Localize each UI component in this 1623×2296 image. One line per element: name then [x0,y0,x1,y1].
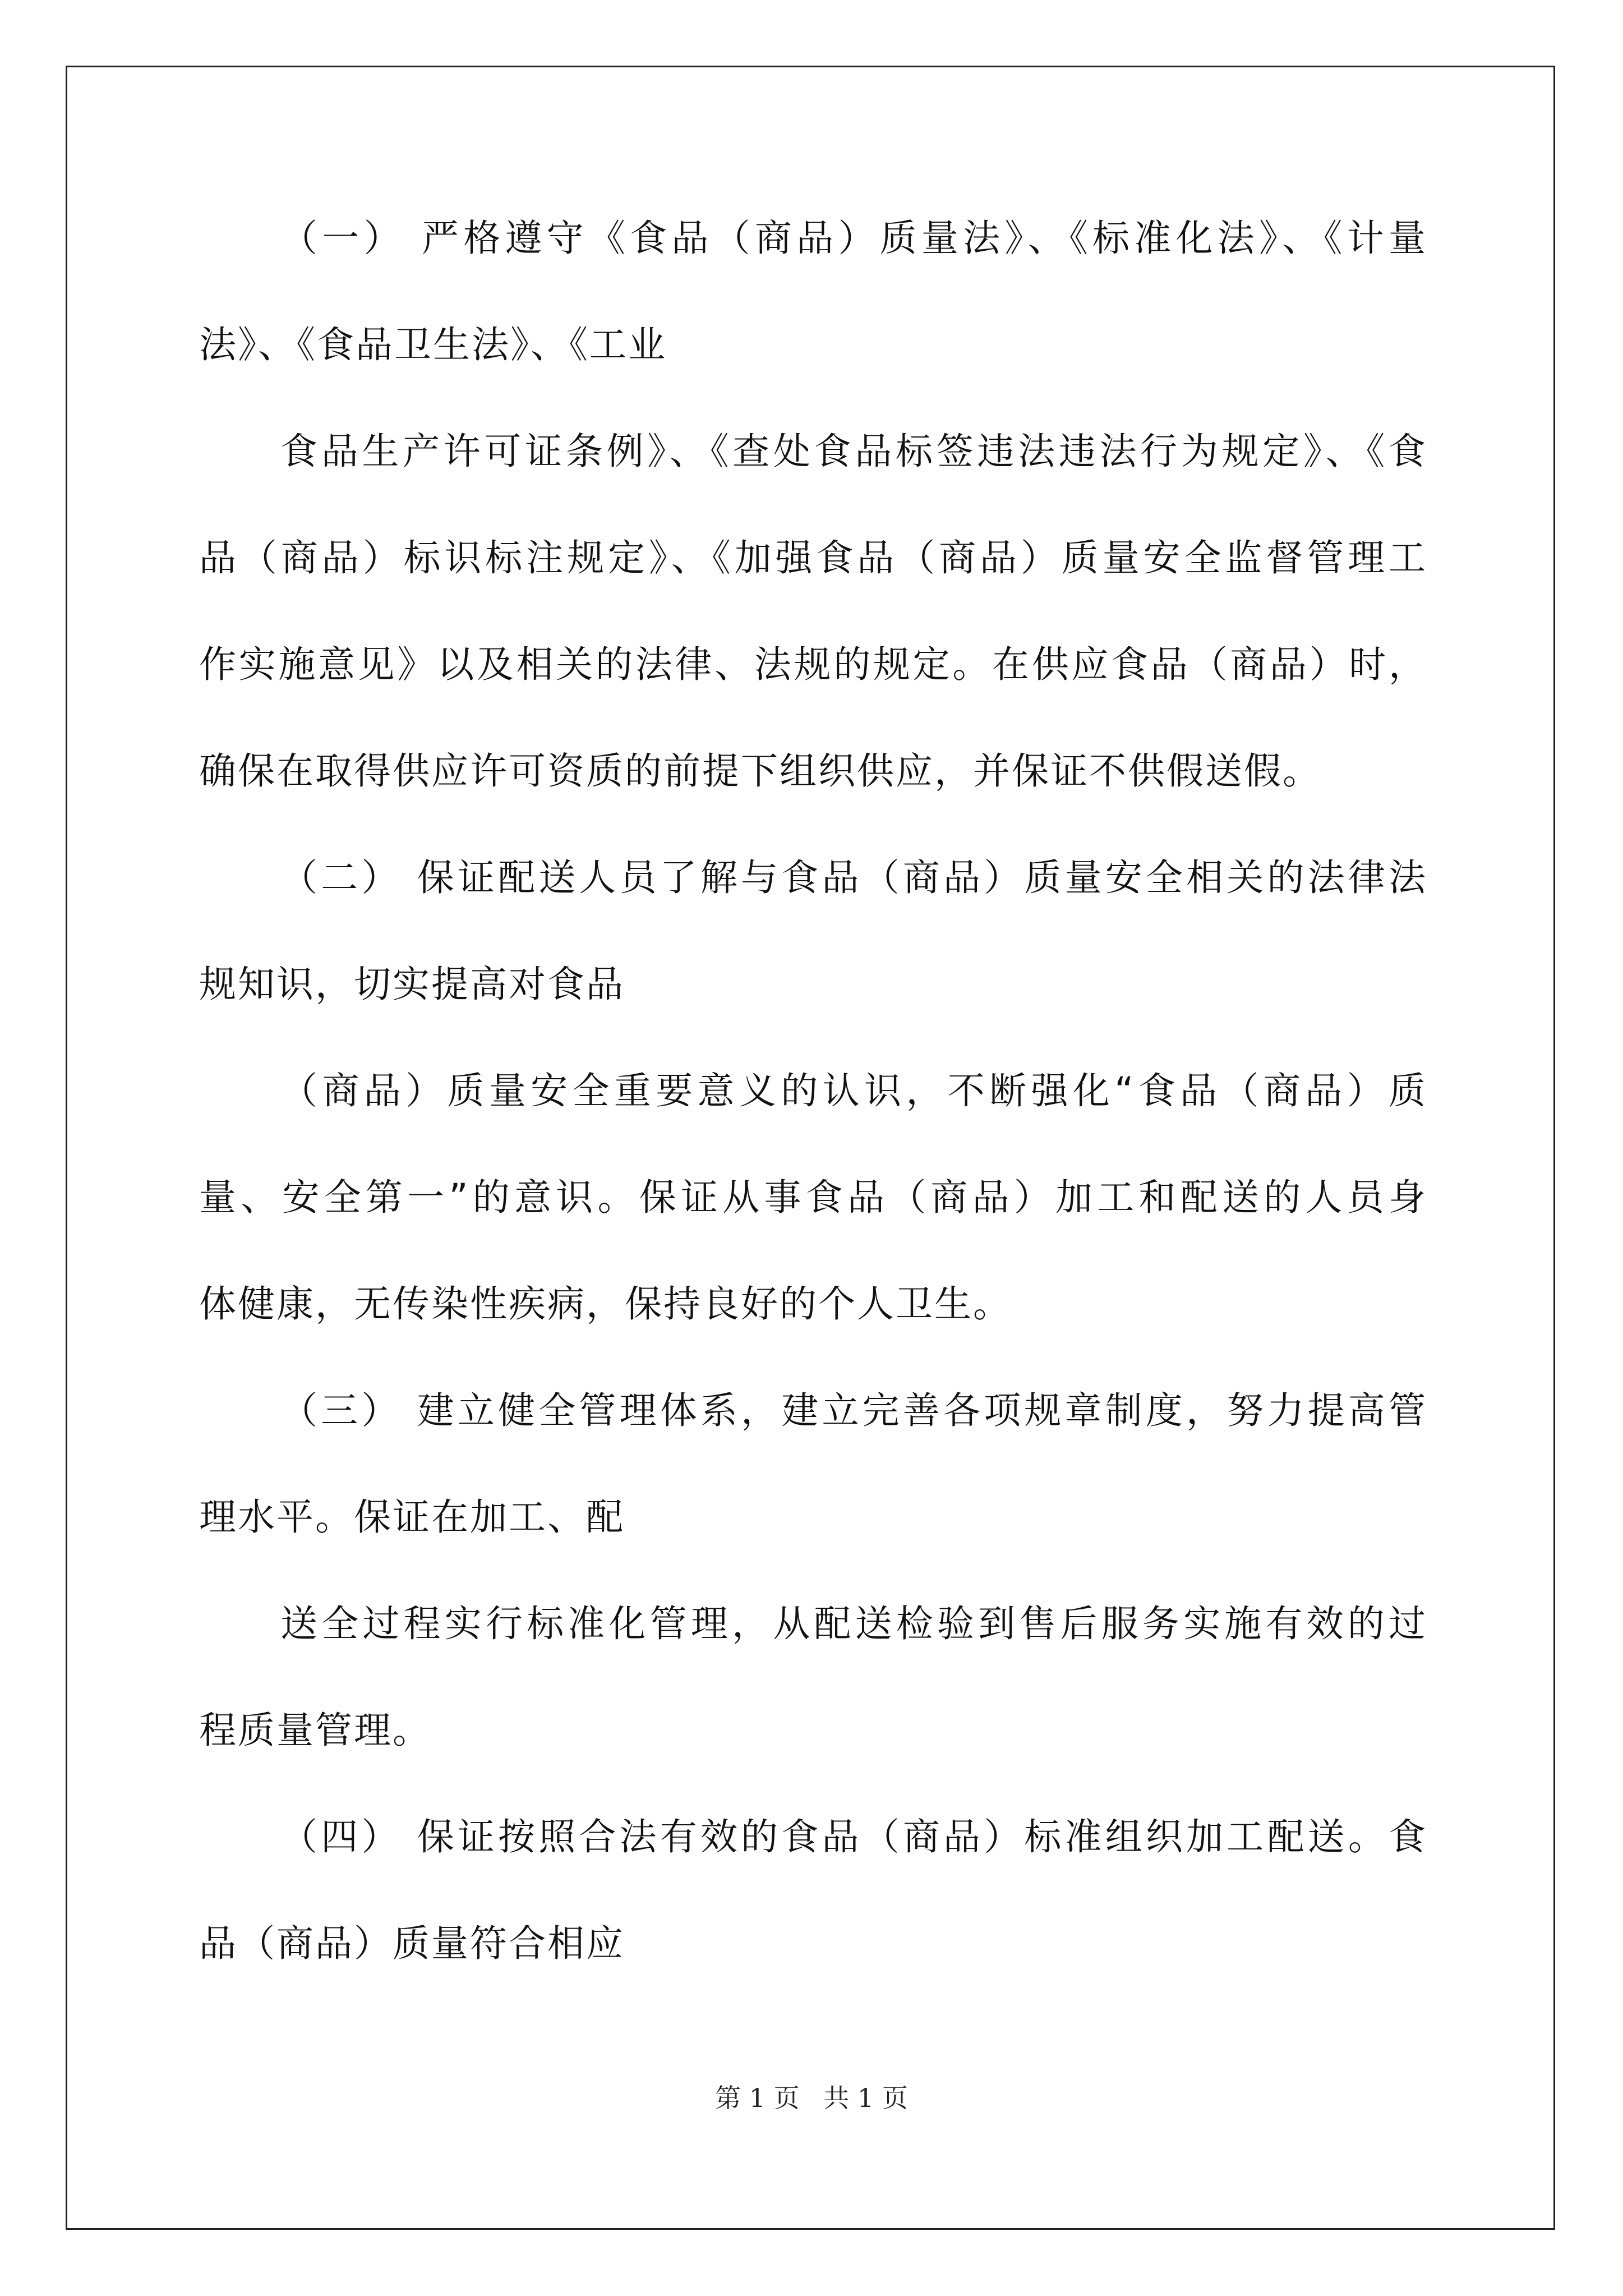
text-line: 送全过程实行标准化管理，从配送检验到售后服务实施有效的过 [280,1602,1427,1645]
text-line: 量、安全第一”的意识。保证从事食品（商品）加工和配送的人员身 [199,1176,1427,1219]
text-line: 理水平。保证在加工、配 [199,1496,625,1539]
page-footer [0,2081,1623,2115]
text-line: 程质量管理。 [199,1709,431,1752]
text-line: （三） 建立健全管理体系，建立完善各项规章制度，努力提高管 [280,1389,1427,1432]
page-border [66,66,1555,2230]
text-line: 品（商品）质量符合相应 [199,1922,625,1965]
text-line: （一） 严格遵守《食品（商品）质量法》、《标准化法》、《计量 [280,217,1427,260]
text-line: 品（商品）标识标注规定》、《加强食品（商品）质量安全监督管理工 [199,536,1427,579]
text-line: （商品）质量安全重要意义的认识，不断强化“食品（商品）质 [280,1069,1427,1112]
text-line: 确保在取得供应许可资质的前提下组织供应，并保证不供假送假。 [199,749,1321,793]
text-line: （二） 保证配送人员了解与食品（商品）质量安全相关的法律法 [280,856,1427,899]
text-line: 食品生产许可证条例》、《查处食品标签违法违法行为规定》、《食 [280,430,1427,473]
text-line: （四） 保证按照合法有效的食品（商品）标准组织加工配送。食 [280,1815,1427,1858]
text-line: 体健康，无传染性疾病，保持良好的个人卫生。 [199,1282,1012,1326]
page-total: 共 1 页 [823,2083,908,2113]
text-line: 作实施意见》以及相关的法律、法规的规定。在供应食品（商品）时， [199,643,1427,686]
text-line: 规知识，切实提高对食品 [199,963,625,1006]
page-number: 第 1 页 [715,2083,800,2113]
text-line: 法》、《食品卫生法》、《工业 [199,323,667,366]
